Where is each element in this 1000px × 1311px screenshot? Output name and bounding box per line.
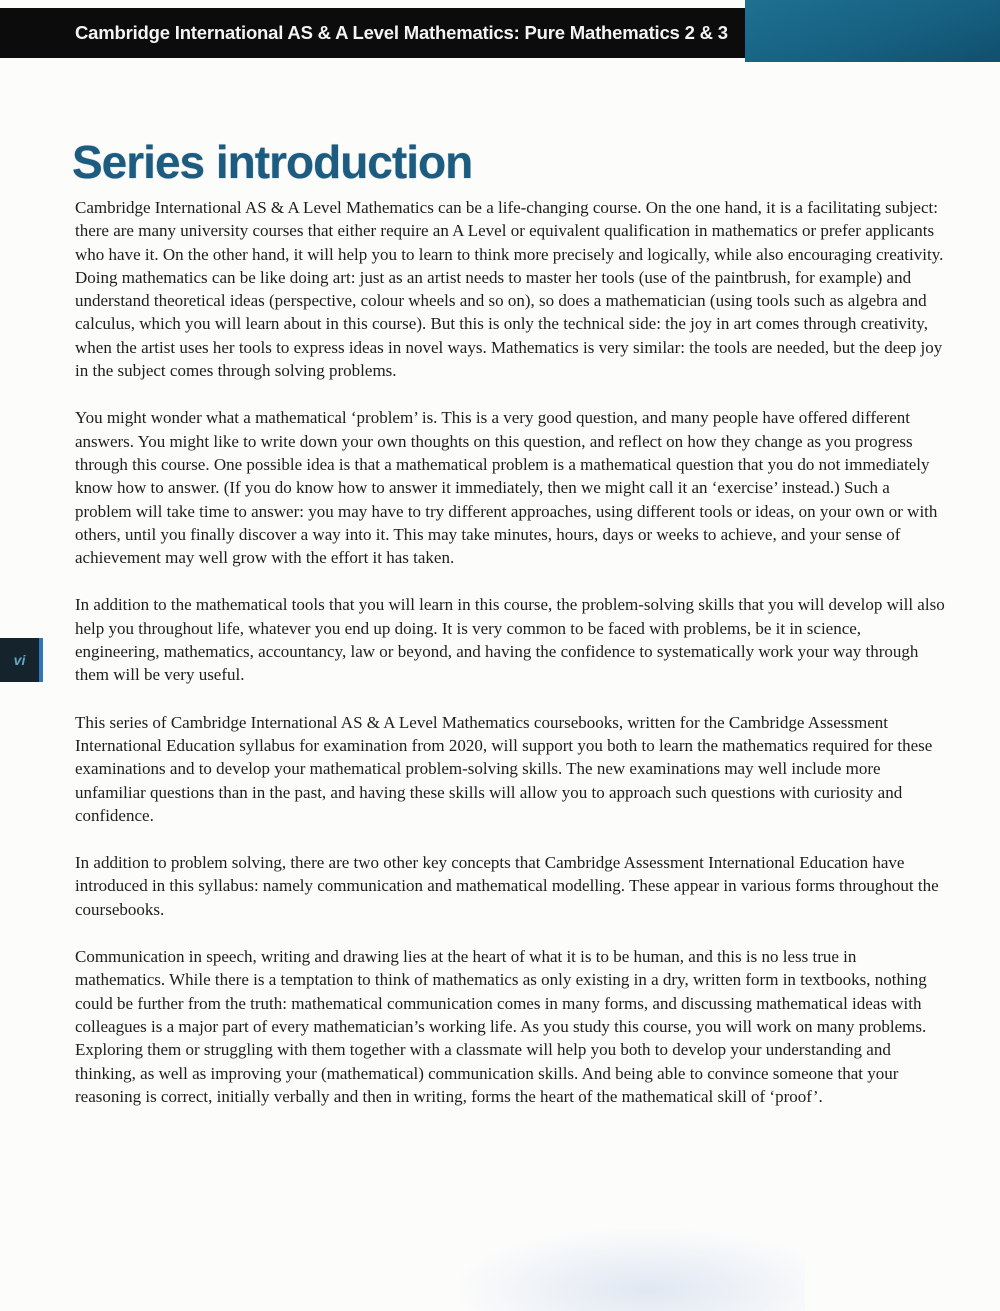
header-bar	[0, 8, 745, 58]
paragraph: In addition to problem solving, there are two other key concepts that Cambridge Assessment International Education have introduced in this syllabus: namely communication and mathematical modelling. These appear in various forms throughout the coursebooks.	[75, 853, 939, 919]
page-number-tab	[0, 638, 43, 682]
scan-show-through-smudge	[455, 1228, 805, 1311]
page-title: Series introduction	[72, 135, 473, 188]
paragraph: Communication in speech, writing and drawing lies at the heart of what it is to be human, and this is no less true in mathematics. While there is a temptation to think of mathematics as only existing in a dry, written form in textbooks, nothing could be further from the truth: mathematical communication comes in many forms, and discussing mathematical ideas with colleagues is a major part of every mathematician’s working life. As you study this course, you will work on many problems. Exploring them or struggling with them together with a classmate will help you both to develop your understanding and thinking, as well as improving your (mathematical) communication skills. And being able to convince someone that your reasoning is correct, initially verbally and then in writing, forms the heart of the mathematical skill of ‘proof’.	[75, 947, 927, 1106]
paragraph: You might wonder what a mathematical ‘problem’ is. This is a very good question, and many people have offered different answers. You might like to write down your own thoughts on this question, and reflect on how they change as you progress through this course. One possible idea is that a mathematical problem is a mathematical question that you do not immediately know how to answer. (If you do know how to answer it immediately, then we might call it an ‘exercise’ instead.) Such a problem will take time to answer: you may have to try different approaches, using different tools or ideas, on your own or with others, until you finally discover a way into it. This may take minutes, hours, days or weeks to achieve, and your sense of achievement may well grow with the effort it has taken.	[75, 408, 938, 568]
paragraph: Cambridge International AS & A Level Mathematics can be a life-changing course. On the one hand, it is a facilitating subject: there are many university courses that either require an A Level or equivalent qualification in mathematics or prefer applicants who have it. On the other hand, it will help you to learn to think more precisely and logically, while also encouraging creativity. Doing mathematics can be like doing art: just as an artist needs to master her tools (use of the paintbrush, for example) and understand theoretical ideas (perspective, colour wheels and so on), so does a mathematician (using tools such as algebra and calculus, which you will learn about in this course). But this is only the technical side: the joy in art comes through creativity, when the artist uses her tools to express ideas in novel ways. Mathematics is very similar: the tools are needed, but the deep joy in the subject comes through solving problems.	[75, 198, 944, 381]
header-accent-block	[745, 0, 1000, 62]
paragraph: This series of Cambridge International AS & A Level Mathematics coursebooks, written for the Cambridge Assessment International Education syllabus for examination from 2020, will support you both to learn the mathematics required for these examinations and to develop your mathematical problem-solving skills. The new examinations may well include more unfamiliar questions than in the past, and having these skills will allow you to approach such questions with curiosity and confidence.	[75, 712, 933, 825]
page-number: vi	[13, 652, 26, 668]
paragraph: In addition to the mathematical tools that you will learn in this course, the problem-solving skills that you will develop will also help you throughout life, whatever you end up doing. It is very common to be faced with problems, be it in science, engineering, mathematics, accountancy, law or beyond, and having the confidence to systematically work your way through them will be very useful.	[75, 595, 945, 685]
body-text	[75, 196, 948, 1132]
book-title: Cambridge International AS & A Level Mathematics: Pure Mathematics 2 & 3	[75, 22, 728, 43]
